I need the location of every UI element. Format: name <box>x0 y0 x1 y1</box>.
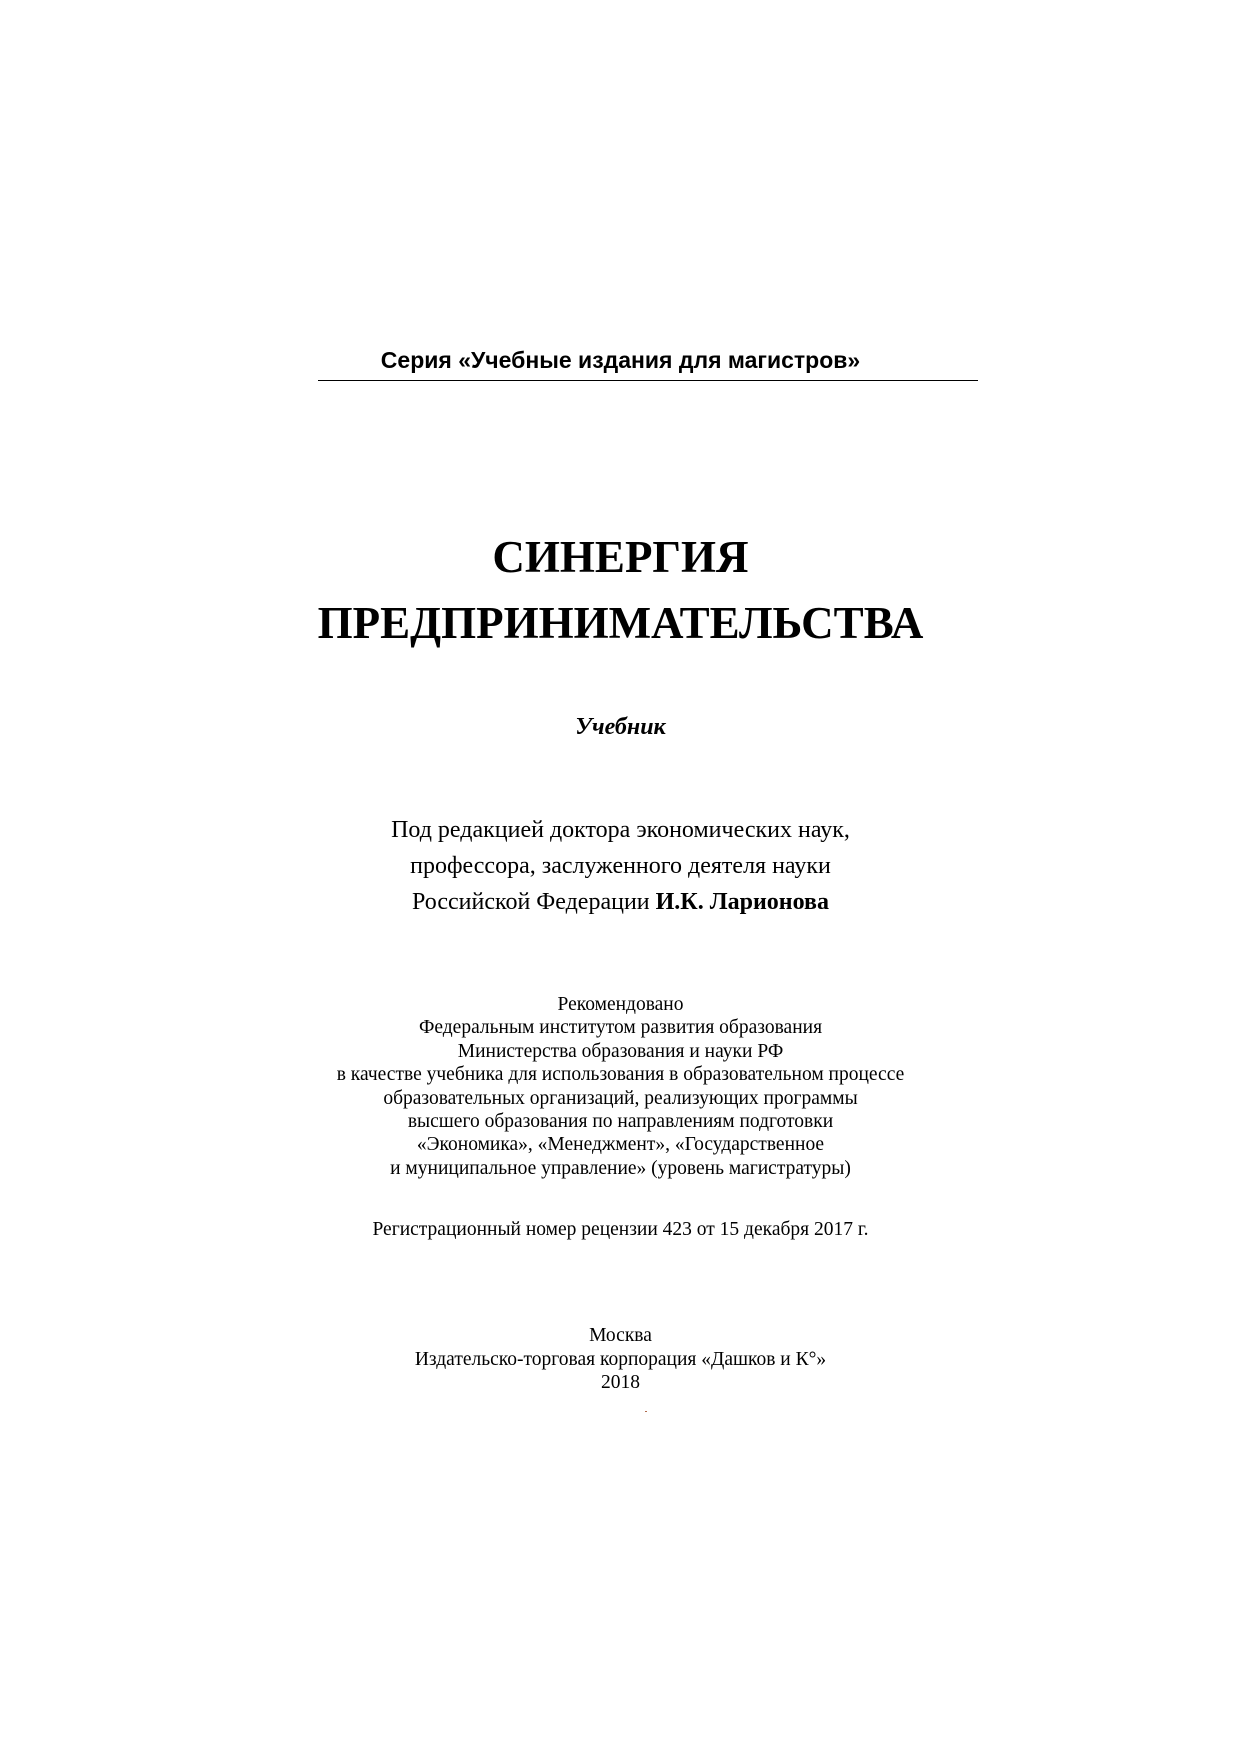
recommendation-line-3: Министерства образования и науки РФ <box>457 1040 784 1062</box>
imprint-year: 2018 <box>601 1372 640 1393</box>
book-title-line-1: СИНЕРГИЯ <box>492 532 749 582</box>
series-label: Серия «Учебные издания для магистров» <box>380 347 861 373</box>
editor-line-3 <box>0 884 1241 920</box>
imprint-block <box>0 1324 1241 1395</box>
recommendation-line-2: Федеральным институтом развития образования <box>418 1017 823 1039</box>
editor-line-2: профессора, заслуженного деятеля науки <box>410 853 831 879</box>
book-type: Учебник <box>575 714 666 740</box>
editor-affiliation: Российской Федерации <box>412 889 650 915</box>
book-title <box>0 524 1241 656</box>
imprint-publisher: Издательско-торговая корпорация «Дашков и К°» <box>414 1348 827 1370</box>
editor-line-1: Под редакцией доктора экономических наук, <box>391 817 850 843</box>
book-title-line-2: ПРЕДПРИНИМАТЕЛЬСТВА <box>317 598 924 648</box>
series-divider <box>318 380 978 381</box>
recommendation-line-8: и муниципальное управление» (уровень магистратуры) <box>390 1157 851 1179</box>
editor-name: И.К. Ларионова <box>655 889 829 915</box>
recommendation-line-6: высшего образования по направлениям подготовки <box>407 1111 834 1133</box>
recommendation-line-4: в качестве учебника для использования в образовательном процессе <box>336 1064 905 1086</box>
recommendation-line-1: Рекомендовано <box>557 994 684 1015</box>
scan-speck <box>645 1411 647 1412</box>
recommendation-line-7: «Экономика», «Менеджмент», «Государственное <box>416 1134 825 1156</box>
editor-block <box>0 812 1241 920</box>
recommendation-block <box>0 993 1241 1180</box>
recommendation-line-5: образовательных организаций, реализующих программы <box>383 1087 858 1109</box>
imprint-city: Москва <box>589 1325 652 1346</box>
registration-number: Регистрационный номер рецензии 423 от 15 декабря 2017 г. <box>372 1219 869 1240</box>
